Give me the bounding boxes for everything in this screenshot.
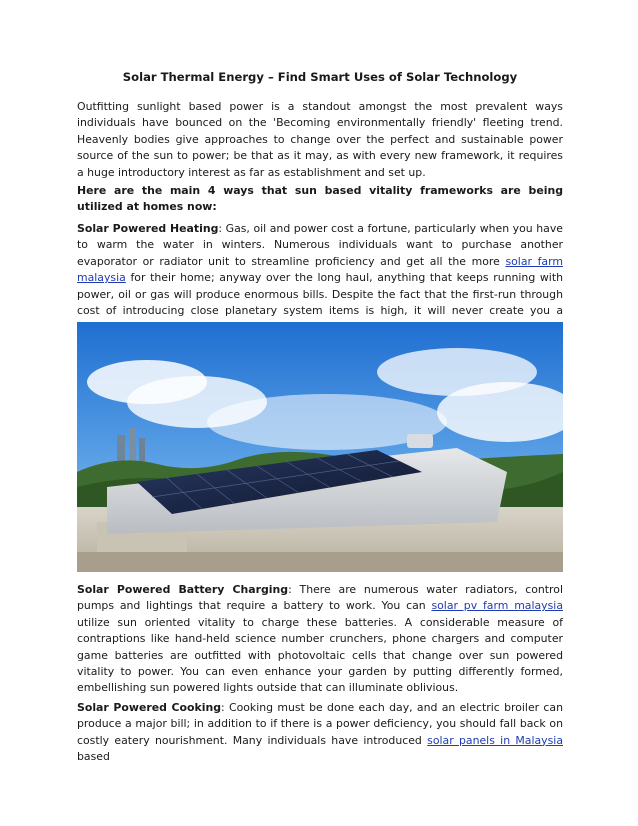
link-solar-farm-malaysia[interactable]: solar farm malaysia (77, 254, 563, 285)
cooking-label: Solar Powered Cooking (77, 701, 221, 714)
cooking-text-a: : Cooking must be done each day, and an electric broiler can produce a major bill; in addition to if there is a power deficiency, you should fall back on costly eatery nourishment. Many individuals have introduced (77, 701, 563, 747)
battery-label: Solar Powered Battery Charging (77, 583, 289, 596)
heating-text-a: : Gas, oil and power cost a fortune, particularly when you have to warm the water in winters. Numerous individuals want to purchase another evaporator or radiator unit to streamline proficiency and get all the more (77, 222, 563, 268)
heating-label: Solar Powered Heating (77, 222, 219, 235)
heating-text-b: for their home; anyway over the long haul, anything that keeps running with power, oil or gas will produce enormous bills. Despite the fact that the first-run through cost of introducing close planetary system items is high, it will never create you a (77, 271, 563, 318)
battery-text-a: : There are numerous water radiators, control pumps and lightings that require a battery to work. You can (77, 583, 563, 613)
cooking-paragraph (77, 700, 563, 766)
battery-paragraph (77, 582, 563, 697)
intro-paragraph (77, 99, 563, 181)
battery-text-b: utilize sun oriented vitality to charge these batteries. A considerable measure of contraptions like hand-held science number crunchers, phone chargers and computer game batteries are outfitted with photovoltaic cells that change over sun powered vitality to power. You can even enhance your garden by putting differently formed, embellishing sun powered lights outside that can illuminate oblivious. (77, 615, 563, 695)
rooftop-solar-panels-photo (77, 322, 563, 572)
subheading: Here are the main 4 ways that sun based vitality frameworks are being utilized at homes now: (77, 184, 563, 214)
link-solar-pv-farm-malaysia[interactable]: solar pv farm malaysia (431, 599, 563, 613)
subheading-paragraph (77, 183, 563, 216)
intro-text: Outfitting sunlight based power is a standout amongst the most prevalent ways individuals have bounced on the 'Becoming environmentally friendly' fleeting trend. Heavenly bodies give approaches to change over the perfect and sustainable power source of the sun to power; be that as it may, as with every new framework, it requires a huge introductory interest as far as establishment and set up. (77, 100, 563, 179)
link-solar-panels-in-malaysia[interactable]: solar panels in Malaysia (427, 733, 563, 747)
document-title: Solar Thermal Energy – Find Smart Uses of Solar Technology (122, 70, 518, 84)
cooking-text-b: based (77, 750, 110, 764)
heating-paragraph (77, 221, 563, 336)
